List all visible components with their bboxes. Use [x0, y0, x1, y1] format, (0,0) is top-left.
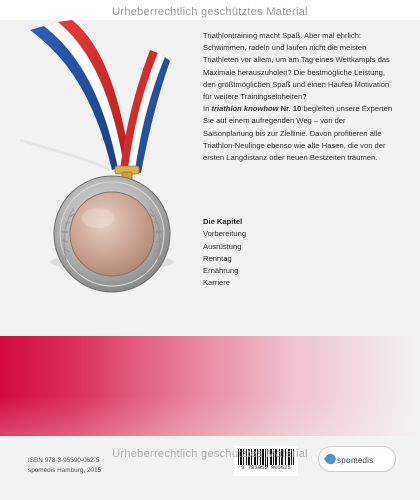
watermark-bottom: Urheberrechtlich geschütztes Material [112, 448, 308, 460]
gradient-fade [0, 336, 420, 436]
chapter-list-title: Die Kapitel [203, 217, 243, 226]
ribbon [20, 20, 170, 173]
logo-text-part: sp [337, 456, 346, 465]
description-intro: In [203, 104, 212, 114]
logo-text-accent: o [345, 456, 351, 465]
chapter-list [203, 216, 353, 290]
chapter-item: Karriere [203, 278, 231, 288]
chapter-item: Ausrüstung [203, 241, 242, 251]
watermark-top: Urheberrechtlich geschütztes Material [112, 6, 308, 18]
medal [50, 176, 174, 292]
medal-illustration [0, 20, 200, 320]
series-brand: triathlon knowhow [211, 104, 279, 114]
chapter-item: Vorbereitung [203, 229, 247, 239]
description-text [203, 30, 393, 164]
description-rest: begleiten unsere Experten Sie auf einem aufregenden Weg – von der Saisonplanung bis zur Ziellinie. Davon profitieren alle Triathlon-Neulinge ebenso wie alte Hasen, die von der ersten Langdistanz oder neuen Bestzeiten träumen. [203, 104, 393, 163]
chapter-item: Renntag [203, 253, 232, 263]
logo-text-part: medis [350, 456, 374, 465]
description-paragraph-1: Triathlontraining macht Spaß. Aber mal ehrlich: Schwimmen, radeln und laufen nicht die meisten Triathleten vor allem, um am Tag eines Wettkampfs das Maximale herauszuholen? Die bestmögliche Leistung, den größtmöglichen Spaß und einen Haufen Motivation für weitere Trainingseinheiten? [203, 31, 390, 102]
publisher-line: spomedis Hamburg, 2015 [28, 467, 102, 474]
series-number: Nr. 10 [278, 104, 302, 114]
chapter-item: Ernährung [203, 266, 239, 276]
description-paragraph-2 [203, 103, 393, 164]
barcode-number: 9 783955 900625 [241, 464, 291, 471]
isbn: ISBN 978-3-95590-062-5 [28, 457, 100, 464]
